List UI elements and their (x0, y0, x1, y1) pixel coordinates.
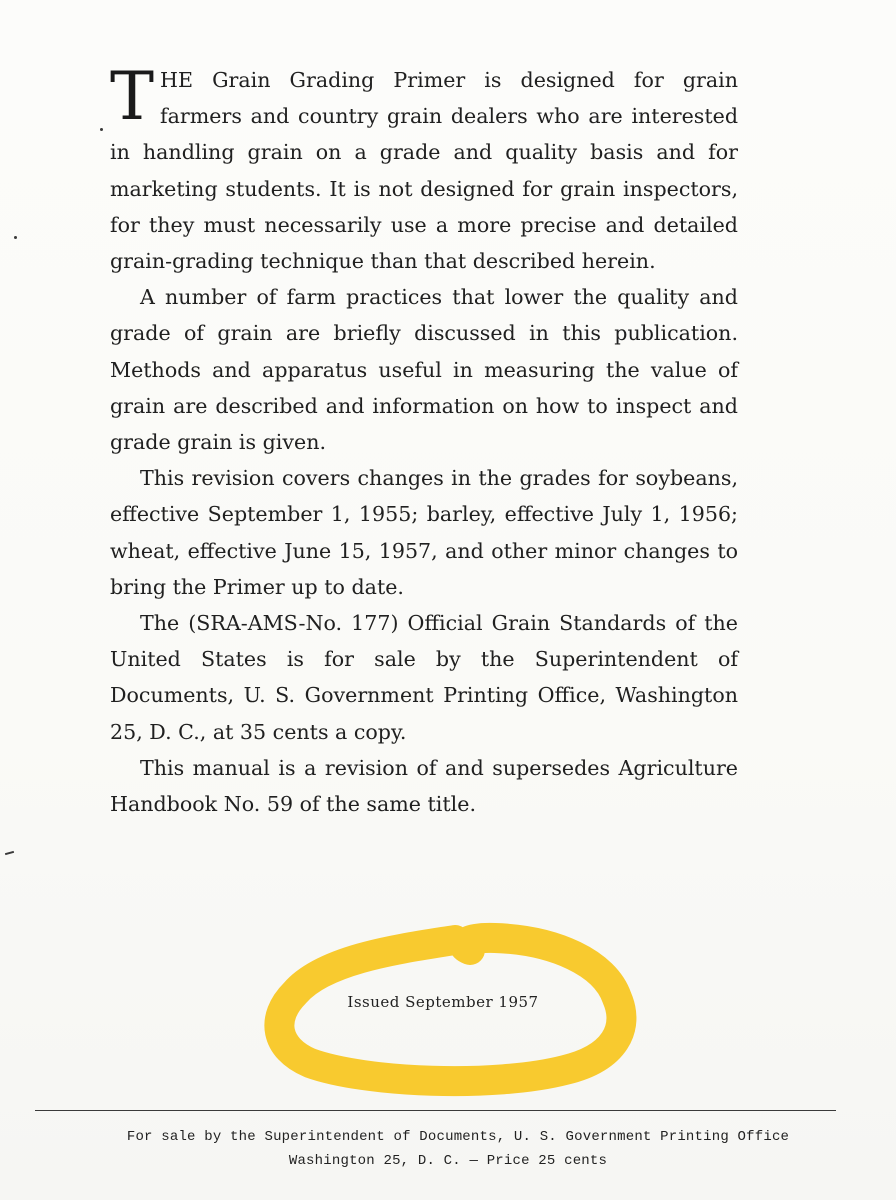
issued-date: Issued September 1957 (347, 993, 539, 1011)
footer-divider (35, 1110, 836, 1111)
paragraph-2: A number of farm practices that lower the quality and grade of grain are briefly discussed in this publication. Methods and apparatus useful in measuring the value of grain are described and information on how to inspect and grade grain is given. (110, 285, 738, 455)
margin-tick-mark (100, 128, 103, 131)
footer-line-2: Washington 25, D. C. — Price 25 cents (288, 1153, 608, 1169)
drop-cap: T (110, 58, 155, 135)
paragraph-1-text: HE Grain Grading Primer is designed for grain farmers and country grain dealers who are interested in handling grain on a grade and quality basis and for marketing students. It is not designed for grain inspectors, for they must necessarily use a more precise and detailed grain-grading technique than that described herein. (110, 68, 738, 274)
intro-text (110, 58, 738, 822)
paragraph-5: This manual is a revision of and supersedes Agriculture Handbook No. 59 of the same title. (110, 755, 738, 817)
footer-line-1: For sale by the Superintendent of Documents, U. S. Government Printing Office (126, 1129, 790, 1145)
margin-tick-mark (14, 236, 17, 239)
paragraph-1 (110, 58, 738, 279)
paragraph-3: This revision covers changes in the grades for soybeans, effective September 1, 1955; barley, effective July 1, 1956; wheat, effective June 15, 1957, and other minor changes to bring the Primer up to date. (110, 466, 738, 599)
paragraph-4: The (SRA-AMS-No. 177) Official Grain Standards of the United States is for sale by the Superintendent of Documents, U. S. Government Printing Office, Washington 25, D. C., at 35 cents a copy. (110, 611, 738, 744)
margin-tick-mark (5, 851, 14, 855)
